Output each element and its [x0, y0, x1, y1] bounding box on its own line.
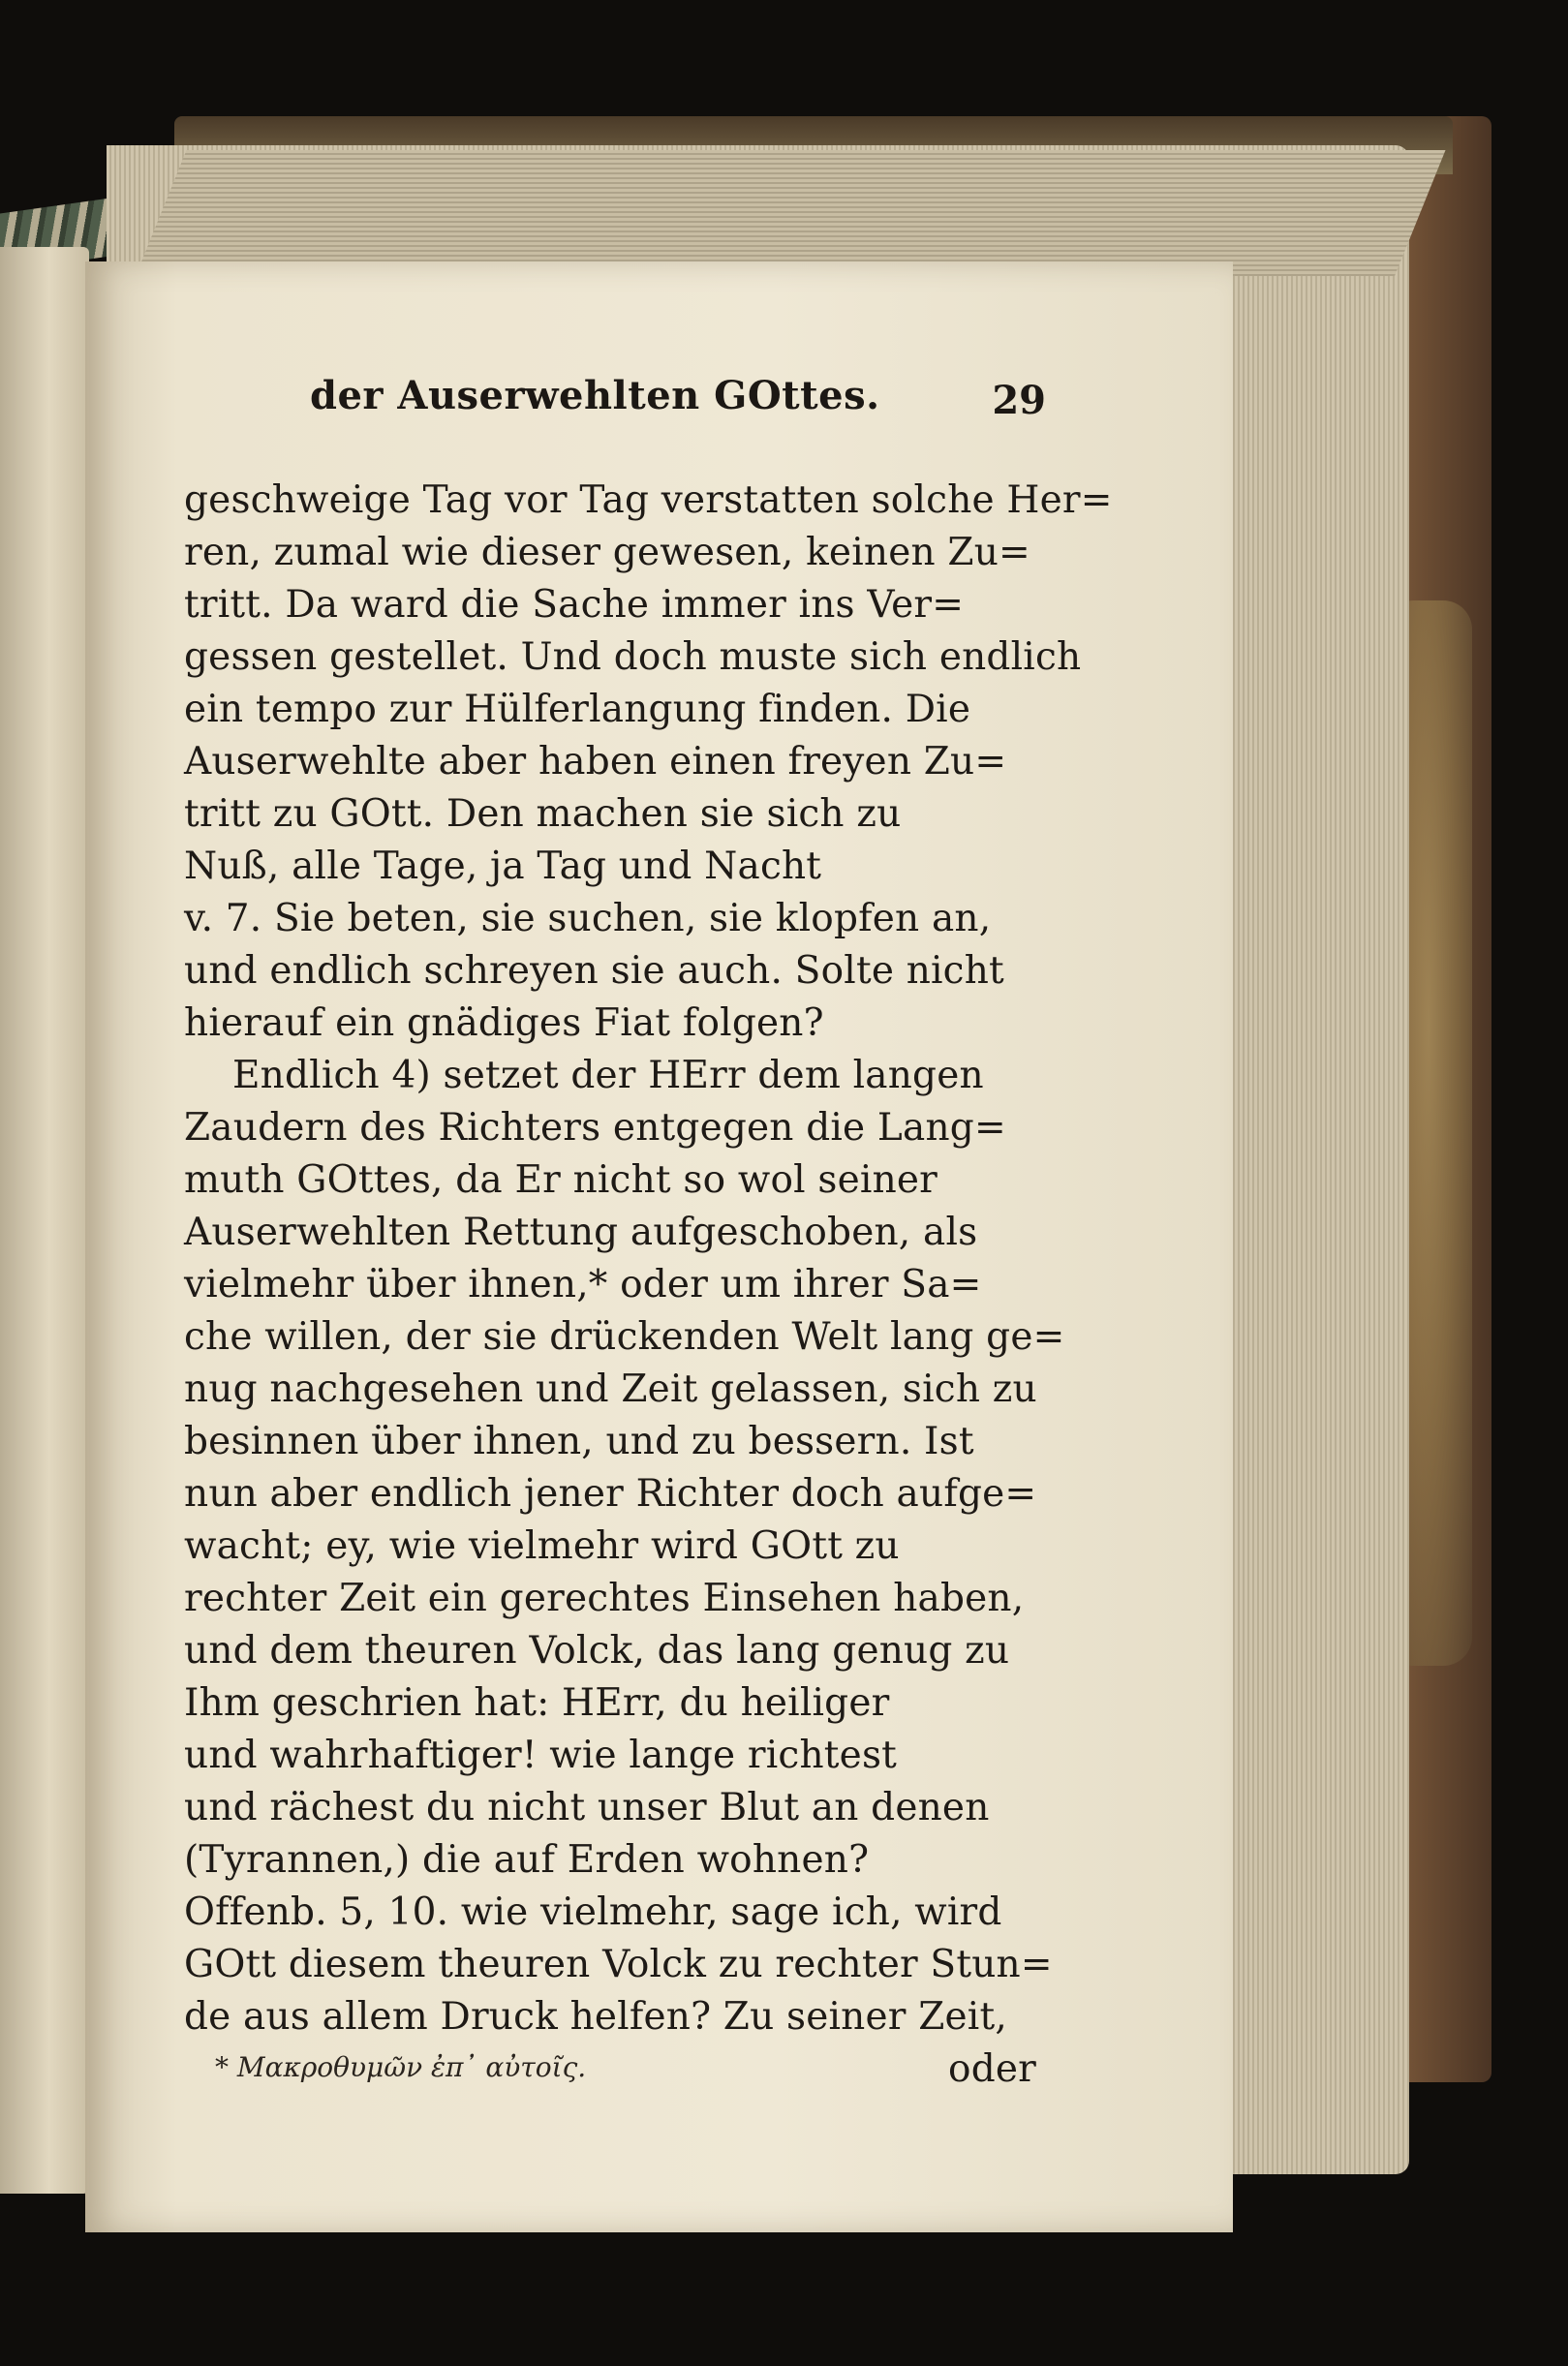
text-line: Auserwehlten Rettung aufgeschoben, als — [184, 1211, 978, 1254]
page-stack-top — [136, 150, 1446, 276]
text-line: ein tempo zur Hülferlangung finden. Die — [184, 688, 971, 731]
left-page-edge — [0, 247, 89, 2194]
running-head-title: der Auserwehlten GOttes. — [310, 373, 880, 418]
text-line: Offenb. 5, 10. wie vielmehr, sage ich, wird — [184, 1890, 1002, 1934]
text-line: (Tyrannen,) die auf Erden wohnen? — [184, 1838, 870, 1882]
text-line: nug nachgesehen und Zeit gelassen, sich zu — [184, 1367, 1037, 1411]
text-line: rechter Zeit ein gerechtes Einsehen haben, — [184, 1577, 1025, 1620]
text-line: tritt zu GOtt. Den machen sie sich zu — [184, 792, 902, 836]
text-line: GOtt diesem theuren Volck zu rechter Stun= — [184, 1943, 1053, 1986]
text-line: muth GOttes, da Er nicht so wol seiner — [184, 1158, 938, 1202]
text-line: Auserwehlte aber haben einen freyen Zu= — [184, 740, 1007, 784]
text-line: gessen gestellet. Und doch muste sich endlich — [184, 635, 1082, 679]
text-line: hierauf ein gnädiges Fiat folgen? — [184, 1001, 824, 1045]
page-number: 29 — [992, 378, 1046, 423]
text-line: wacht; ey, wie vielmehr wird GOtt zu — [184, 1524, 900, 1568]
text-line: tritt. Da ward die Sache immer ins Ver= — [184, 583, 965, 627]
text-line: nun aber endlich jener Richter doch aufge= — [184, 1472, 1037, 1516]
text-line: geschweige Tag vor Tag verstatten solche Her= — [184, 478, 1113, 522]
page-body — [184, 475, 1113, 2096]
text-line: besinnen über ihnen, und zu bessern. Ist — [184, 1420, 974, 1463]
text-line: Endlich 4) setzet der HErr dem langen — [232, 1054, 984, 1097]
text-line: Nuß, alle Tage, ja Tag und Nacht — [184, 845, 822, 888]
footnote: * Μακροθυμῶν ἐπ᾽ αὐτοῖς. — [215, 2051, 587, 2083]
text-line: Ihm geschrien hat: HErr, du heiliger — [184, 1681, 890, 1725]
catchword: oder — [948, 2047, 1036, 2091]
text-line: de aus allem Druck helfen? Zu seiner Zeit, — [184, 1995, 1007, 2039]
text-line: ren, zumal wie dieser gewesen, keinen Zu= — [184, 531, 1030, 574]
text-line: und wahrhaftiger! wie lange richtest — [184, 1734, 898, 1777]
text-line: che willen, der sie drückenden Welt lang ge= — [184, 1315, 1065, 1359]
text-line: und endlich schreyen sie auch. Solte nicht — [184, 949, 1004, 993]
text-line: vielmehr über ihnen,* oder um ihrer Sa= — [184, 1263, 982, 1306]
text-line: Zaudern des Richters entgegen die Lang= — [184, 1106, 1006, 1150]
text-line: und rächest du nicht unser Blut an denen — [184, 1786, 990, 1829]
text-line: und dem theuren Volck, das lang genug zu — [184, 1629, 1010, 1673]
running-head — [310, 373, 1046, 431]
text-line: v. 7. Sie beten, sie suchen, sie klopfen an, — [184, 897, 992, 940]
